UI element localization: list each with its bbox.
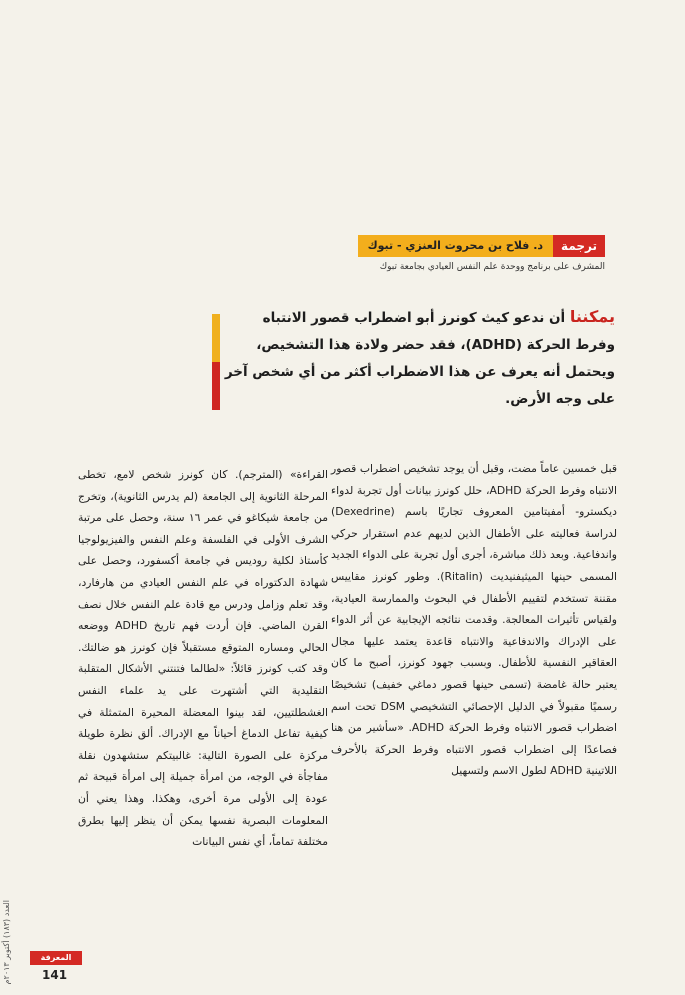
lead-accent-bars [212, 314, 220, 410]
lead-first-word: يمكننا [569, 307, 615, 326]
magazine-logo: المعرفة [30, 951, 82, 965]
body-paragraph-left: القراءة» (المترجم). كان كونرز شخص لامع، تخطى المرحلة الثانوية إلى الجامعة (لم يدرس الثانوية)، وتخرج من جامعة شيكاغو في عمر ١٦ سنة، وحصل على مرتبة الشرف الأولى في الفلسفة وعلم النفس والفيزيولوجيا كأستاذ لكلية روديس في جامعة أكسفورد، وحصل على شهادة الدكتوراه في علم النفس العيادي من هارفارد، وقد تعلم وزامل ودرس مع قادة علم النفس خلال نصف القرن الماضي. فإن أردت فهم تاريخ ADHD ووضعه الحالي ومساره المتوقع مستقبلاً فإن كونرز هو ضالتك. وقد كتب كونرز قائلاً: «لطالما فتنتني الأشكال المتقلبة التقليدية التي أشتهرت على يد علماء النفس الغشطلتيين، لقد بينوا المعضلة المحيرة المتمثلة في كيفية تفاعل الدماغ أحياناً مع الإدراك. ألق نظرة طويلة مركزة على الصورة التالية: غالبيتكم ستشهدون نقلة مفاجأة في الوجه، من امرأة جميلة إلى امرأة قبيحة ثم عودة إلى الأولى مرة أخرى، وهكذا. وهذا يعني أن المعلومات البصرية نفسها يمكن أن ينظر إليها بطرق مختلفة تماماً، أي نفس البيانات [78, 468, 328, 849]
translator-subtitle: المشرف على برنامج ووحدة علم النفس العيادي بجامعة تبوك [379, 262, 605, 272]
translator-credit [358, 235, 605, 272]
accent-bar-yellow [212, 314, 220, 362]
body-column-left [78, 464, 328, 853]
lead-text: أن ندعو كيث كونرز أبو اضطراب قصور الانتباه وفرط الحركة (ADHD)، فقد حضر ولادة هذا التشخيص، ويحتمل أنه يعرف عن هذا الاضطراب أكثر من أي شخص آخر على وجه الأرض. [224, 310, 615, 407]
lead-paragraph [223, 303, 615, 413]
page-number: 141 [42, 968, 68, 982]
translation-tag: ترجمة [553, 235, 605, 257]
translator-name: د. فلاح بن محروت العنزي - تبوك [358, 235, 553, 257]
body-column-right [331, 458, 617, 782]
body-paragraph-right: قبل خمسين عاماً مضت، وقبل أن يوجد تشخيص اضطراب قصور الانتباه وفرط الحركة ADHD، حلل كونرز بيانات أول تجربة لدواء ديكسترو- أمفيتامين المعروف تجاريًا باسم (Dexedrine) لدراسة فعاليته على الأطفال الذين لديهم عدم استقرار حركي واندفاعية. وبعد ذلك مباشرة، أجرى أول تجربة على الدواء الجديد المسمى حينها الميثيفنيديت (Ritalin). وطور كونرز مقاييس مقننة تستخدم لتقييم الأطفال في البحوث والممارسة العيادية، ولقياس تأثيرات المعالجة. وقدمت نتائجه الإيجابية عن أثر الدواء على الإدراك والاندفاعية والانتباه قاعدة يعتمد عليها مجال العقاقير النفسية للأطفال. وبسبب جهود كونرز، أصبح ما كان يعتبر حالة غامضة (تسمى حينها قصور دماغي خفيف) تشخيصًا رسميًا مقبولاً في الدليل الإحصائي التشخيصي DSM تحت اسم اضطراب قصور الانتباه وفرط الحركة ADHD. «سأشير من هنا فصاعدًا إلى اضطراب قصور الانتباه وفرط الحركة بالأحرف اللاتينية ADHD لطول الاسم ولتسهيل [331, 462, 617, 778]
accent-bar-red [212, 362, 220, 410]
issue-side-text: العدد (١٨٣) أكتوبر ٢٠١٣م [2, 900, 11, 985]
credit-row [358, 235, 605, 257]
